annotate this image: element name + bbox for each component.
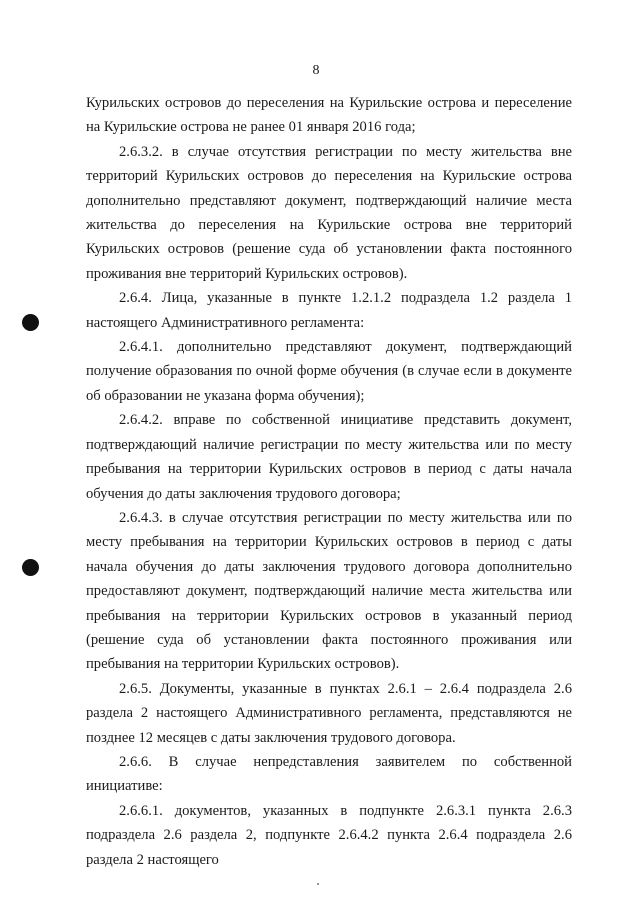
document-body bbox=[86, 91, 572, 872]
binder-hole-top bbox=[22, 314, 39, 331]
binder-hole-bottom bbox=[22, 559, 39, 576]
page-number: 8 bbox=[312, 63, 320, 78]
paragraph-2-6-4: 2.6.4. Лица, указанные в пункте 1.2.1.2 подраздела 1.2 раздела 1 настоящего Административного регламента: bbox=[86, 290, 572, 331]
paragraph-2-6-6: 2.6.6. В случае непредставления заявителем по собственной инициативе: bbox=[86, 753, 572, 795]
paragraph-2-6-5: 2.6.5. Документы, указанные в пунктах 2.6.1 – 2.6.4 подраздела 2.6 раздела 2 настоящего Административного регламента, представляются не позднее 12 месяцев с даты заключения трудового договора. bbox=[86, 680, 572, 746]
scan-speck bbox=[317, 883, 319, 885]
paragraph-2-6-3-2: 2.6.3.2. в случае отсутствия регистрации по месту жительства вне территорий Курильских островов до переселения на Курильские острова дополнительно представляют документ, подтверждающий наличие места жительства до переселения на Курильские острова вне территорий Курильских островов (решение суда об установлении факта постоянного проживания вне территорий Курильских островов). bbox=[86, 143, 572, 282]
paragraph-2-6-4-1: 2.6.4.1. дополнительно представляют документ, подтверждающий получение образования по очной форме обучения (в случае если в документе об образовании не указана форма обучения); bbox=[86, 339, 572, 404]
paragraph-2-6-4-2: 2.6.4.2. вправе по собственной инициативе представить документ, подтверждающий наличие регистрации по месту жительства или по месту пребывания на территории Курильских островов в период с даты начала обучения до даты заключения трудового договора; bbox=[86, 412, 572, 502]
paragraph-2-6-6-1: 2.6.6.1. документов, указанных в подпункте 2.6.3.1 пункта 2.6.3 подраздела 2.6 раздела 2, подпункте 2.6.4.2 пункта 2.6.4 подраздела 2.6 раздела 2 настоящего bbox=[86, 802, 572, 868]
paragraph-continuation: Курильских островов до переселения на Курильские острова и переселение на Курильские острова не ранее 01 января 2016 года; bbox=[86, 95, 572, 136]
paragraph-2-6-4-3: 2.6.4.3. в случае отсутствия регистрации по месту жительства или по месту пребывания на территории Курильских островов в период с даты начала обучения до даты заключения трудового договора дополнительно предоставляют документ, подтверждающий наличие места жительства или пребывания на территории Курильских островов в указанный период (решение суда об установлении факта постоянного проживания или пребывания на территории Курильских островов). bbox=[86, 509, 572, 673]
